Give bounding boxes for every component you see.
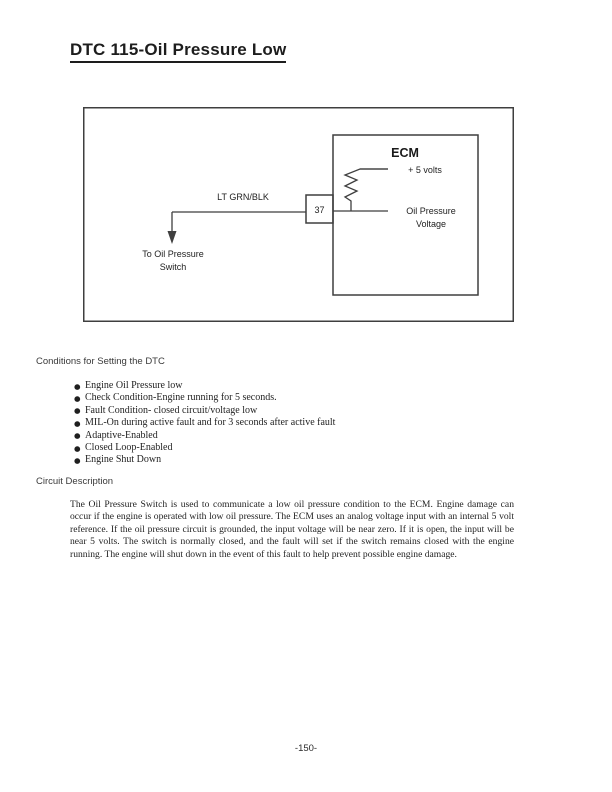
- page-title: DTC 115-Oil Pressure Low: [70, 40, 286, 63]
- conditions-heading: Conditions for Setting the DTC: [36, 356, 165, 367]
- bullet-icon: ●: [74, 418, 81, 428]
- condition-text: Check Condition-Engine running for 5 seconds.: [85, 392, 277, 404]
- bullet-icon: ●: [74, 381, 81, 391]
- list-item: [74, 430, 335, 442]
- condition-text: Closed Loop-Enabled: [85, 442, 173, 454]
- list-item: [74, 417, 335, 429]
- bullet-icon: ●: [74, 455, 81, 465]
- ecm-label: ECM: [391, 146, 419, 160]
- list-item: [74, 442, 335, 454]
- bullet-icon: ●: [74, 393, 81, 403]
- list-item: [74, 454, 335, 466]
- pin-37-label: 37: [314, 205, 325, 215]
- page-number: -150-: [294, 743, 318, 754]
- arrow-down-icon: [168, 231, 177, 244]
- conditions-list: [74, 380, 335, 467]
- bullet-icon: ●: [74, 406, 81, 416]
- condition-text: Engine Shut Down: [85, 454, 162, 466]
- circuit-description-heading: Circuit Description: [36, 476, 114, 487]
- list-item: [74, 392, 335, 404]
- five-volt-label: + 5 volts: [408, 165, 442, 175]
- destination-label-line1: To Oil Pressure: [142, 249, 204, 259]
- signal-label-line1: Oil Pressure: [406, 206, 456, 216]
- condition-text: Fault Condition- closed circuit/voltage low: [85, 404, 258, 416]
- wire-color-label: LT GRN/BLK: [217, 192, 269, 202]
- bullet-icon: ●: [74, 431, 81, 441]
- list-item: [74, 405, 335, 417]
- wiring-diagram: [83, 107, 514, 322]
- condition-text: Engine Oil Pressure low: [85, 380, 183, 391]
- list-item: [74, 380, 335, 392]
- bullet-icon: ●: [74, 443, 81, 453]
- signal-label-line2: Voltage: [415, 219, 447, 229]
- destination-label-line2: Switch: [159, 262, 187, 272]
- circuit-description-body: The Oil Pressure Switch is used to communicate a low oil pressure condition to the ECM. Engine damage can occur if the engine is operated with low oil pressure. The ECM uses an analog voltage input with an internal 5 volt reference. If the oil pressure circuit is grounded, the input voltage will be near zero. If it is open, the input will be near 5 volts. The switch is normally closed, and the fault will set if the switch remains closed with the engine running. The engine will shut down in the event of this fault to help prevent possible engine damage.: [70, 499, 514, 560]
- condition-text: MIL-On during active fault and for 3 seconds after active fault: [85, 417, 336, 429]
- condition-text: Adaptive-Enabled: [85, 429, 158, 441]
- resistor-icon: [345, 169, 388, 211]
